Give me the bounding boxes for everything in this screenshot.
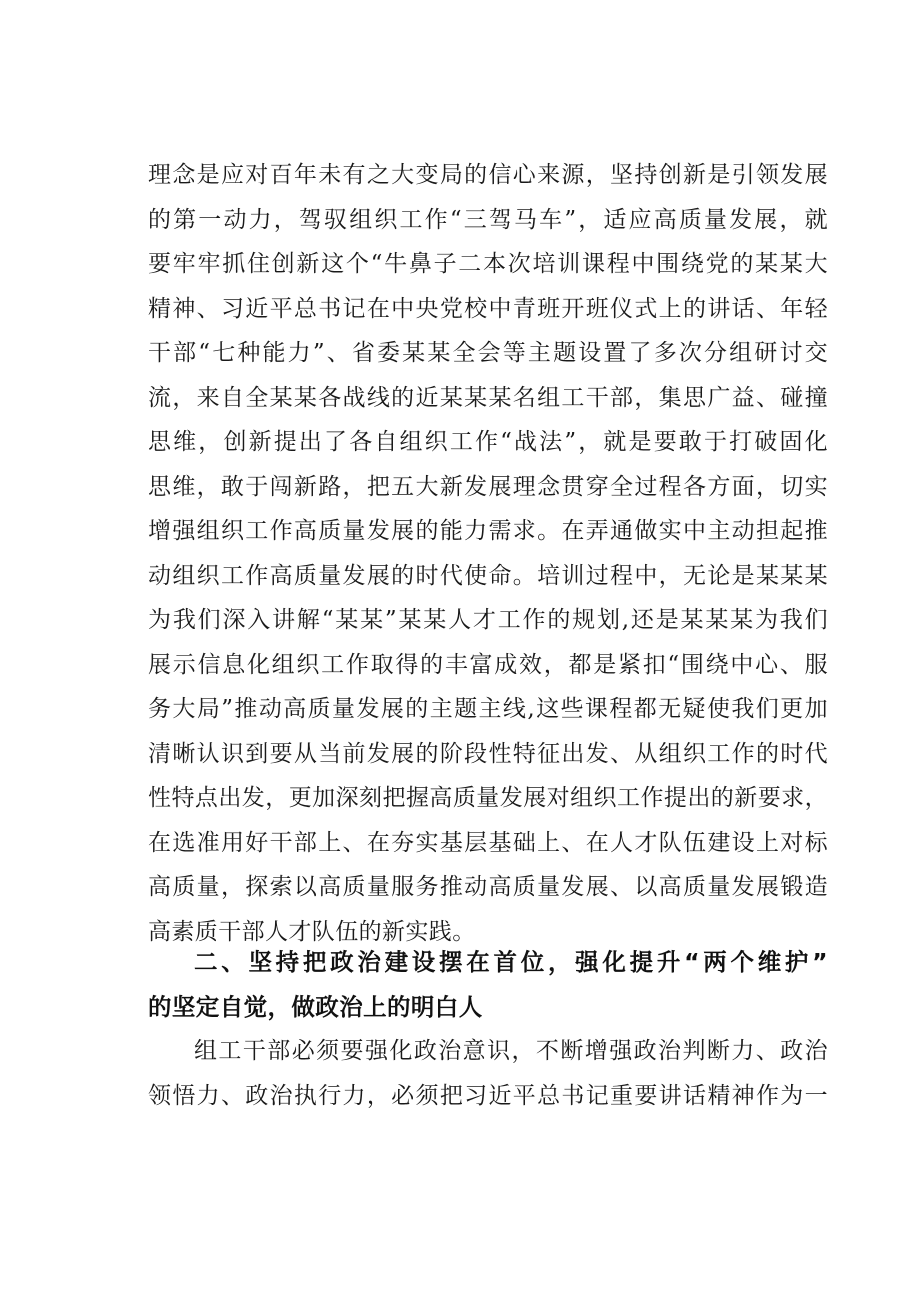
paragraph-1-line: 干部“七种能力”、省委某某全会等主题设置了多次分组研讨交: [148, 340, 828, 366]
paragraph-1-line: 清晰认识到要从当前发展的阶段性特征出发、从组织工作的时代: [148, 740, 828, 767]
paragraph-1-line: 高质量，探索以高质量服务推动高质量发展、以高质量发展锻造: [148, 874, 828, 900]
paragraph-1-line: 高素质干部人才队伍的新实践。: [148, 918, 476, 945]
paragraph-1-line: 动组织工作高质量发展的时代使命。培训过程中，无论是某某某: [148, 562, 828, 589]
paragraph-1-line: 为我们深入讲解“某某”某某人才工作的规划,还是某某某为我们: [148, 607, 828, 633]
paragraph-2-line-2: 领悟力、政治执行力，必须把习近平总书记重要讲话精神作为一: [148, 1082, 828, 1109]
paragraph-1-line: 增强组织工作高质量发展的能力需求。在弄通做实中主动担起推: [148, 518, 828, 544]
paragraph-1-line: 精神、习近平总书记在中央党校中青班开班仪式上的讲话、年轻: [148, 295, 828, 322]
paragraph-1-line: 展示信息化组织工作取得的丰富成效，都是紧扣“围绕中心、服: [148, 651, 828, 678]
paragraph-1-line: 要牢牢抓住创新这个“牛鼻子二本次培训课程中围绕党的某某大: [148, 251, 828, 277]
section-heading-line-1: 二、坚持把政治建设摆在首位，强化提升“两个维护”: [194, 948, 828, 976]
paragraph-1-line: 在选准用好干部上、在夯实基层基础上、在人才队伍建设上对标: [148, 829, 828, 856]
paragraph-1-line: 思维，敢于闯新路，把五大新发展理念贯穿全过程各方面，切实: [148, 473, 828, 500]
section-heading-line-2: 的坚定自觉，做政治上的明白人: [148, 992, 483, 1021]
paragraph-1-line: 理念是应对百年未有之大变局的信心来源，坚持创新是引领发展: [148, 162, 828, 188]
paragraph-1-line: 流，来自全某某各战线的近某某某名组工干部，集思广益、碰撞: [148, 384, 828, 411]
paragraph-1: [148, 153, 828, 954]
section-heading-2: [148, 940, 828, 1029]
paragraph-2: [148, 1029, 828, 1118]
paragraph-2-line-1: 组工干部必须要强化政治意识，不断增强政治判断力、政治: [194, 1038, 828, 1064]
paragraph-1-line: 思维，创新提出了各自组织工作“战法”，就是要敢于打破固化: [148, 429, 828, 455]
paragraph-1-line: 的第一动力，驾驭组织工作“三驾马车”，适应高质量发展，就: [148, 206, 828, 233]
paragraph-1-line: 务大局”推动高质量发展的主题主线,这些课程都无疑使我们更加: [148, 696, 828, 722]
paragraph-1-line: 性特点出发，更加深刻把握高质量发展对组织工作提出的新要求，: [148, 785, 828, 811]
